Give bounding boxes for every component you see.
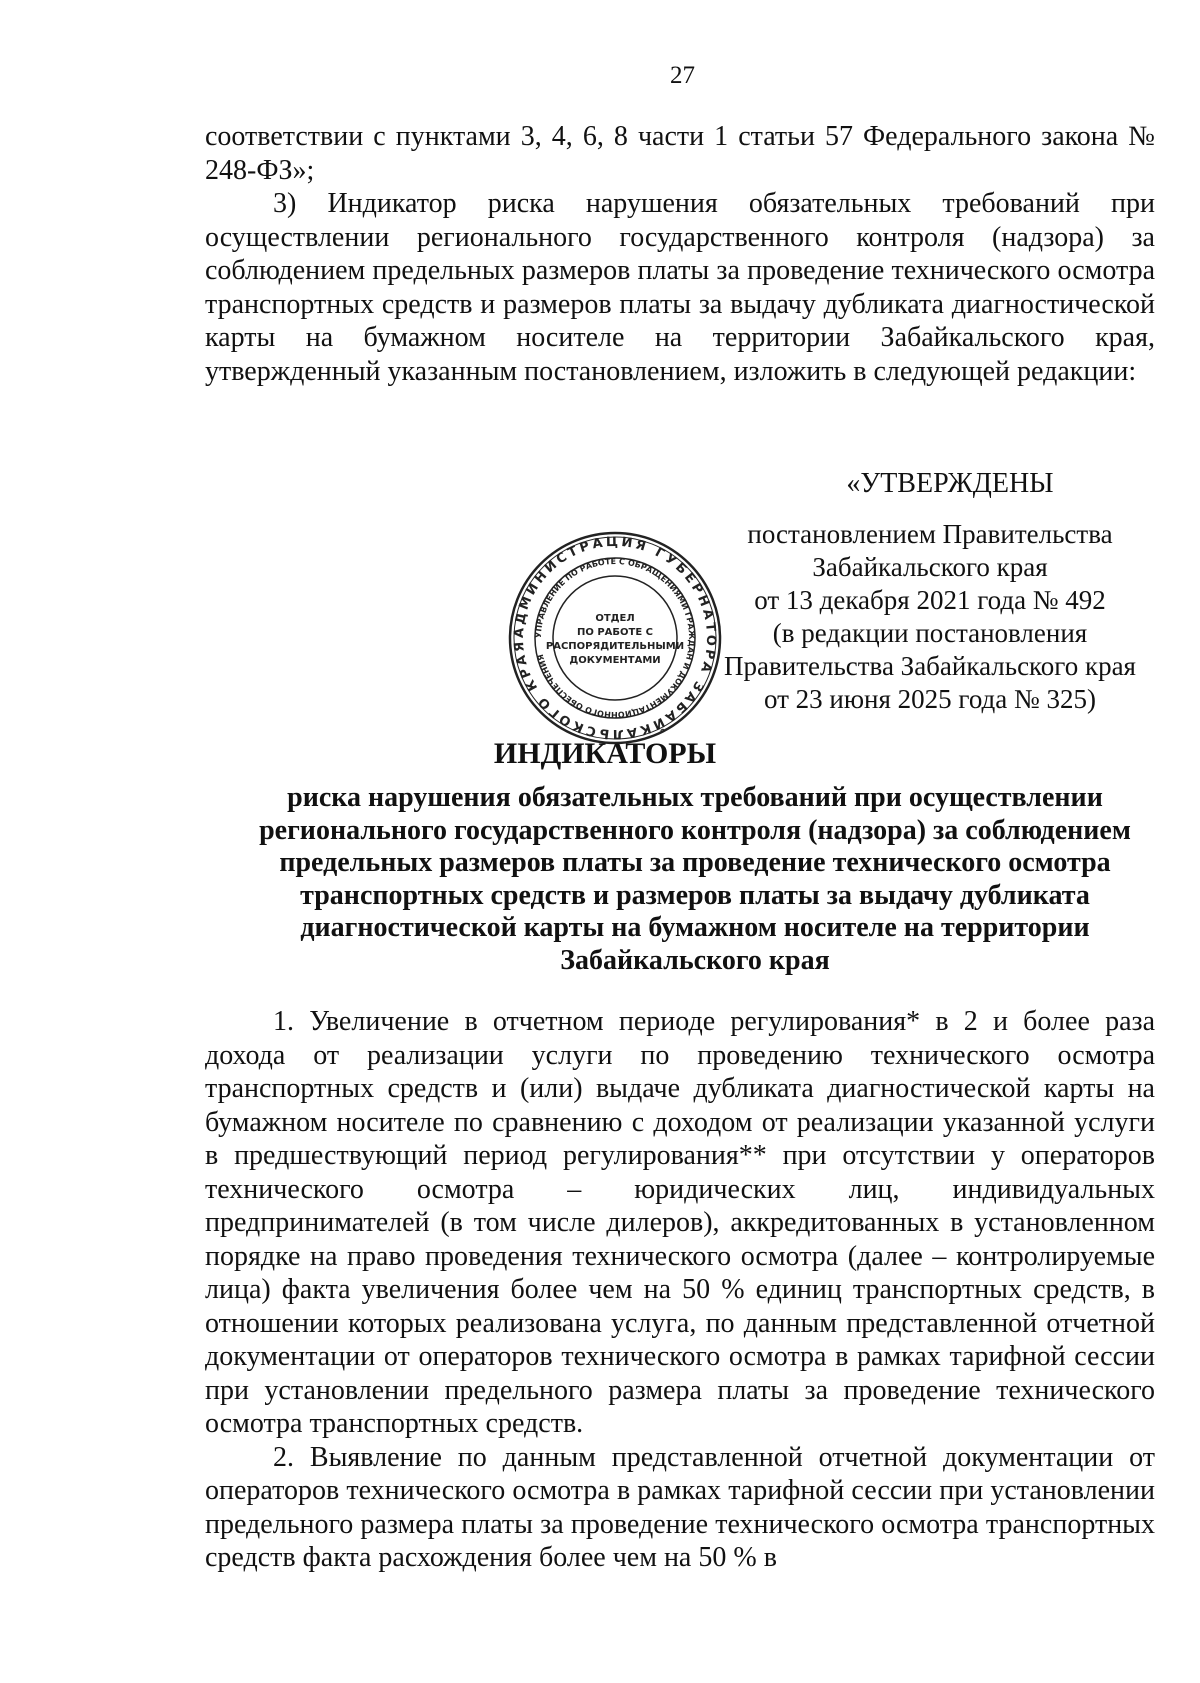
subtitle-line: предельных размеров платы за проведение технического осмотра: [279, 847, 1111, 878]
intro-section: [205, 120, 1155, 388]
subtitle-line: регионального государственного контроля (надзора) за соблюдением: [259, 814, 1131, 846]
page-number: 27: [670, 62, 695, 89]
stamp-outer-text: АДМИНИСТРАЦИЯ ГУБЕРНАТОРА ЗАБАЙКАЛЬСКОГО КРАЯ: [511, 534, 719, 742]
stamp-inner-ring-text: УПРАВЛЕНИЕ ПО РАБОТЕ С ОБРАЩЕНИЯМИ ГРАЖДАН И ДОКУМЕНТАЦИОННОГО ОБЕСПЕЧЕНИЯ: [533, 556, 697, 720]
stamp-inner-ring: [553, 576, 677, 700]
approval-line: Забайкальского края: [812, 552, 1048, 582]
intro-paragraph-2: 3) Индикатор риска нарушения обязательных требований при осуществлении регионального государственного контроля (надзора) за соблюдением предельных размеров платы за проведение технического осмотра транспортных средств и размеров платы за выдачу дубликата диагностической карты на бумажном носителе на территории Забайкальского края, утвержденный указанным постановлением, изложить в следующей редакции:: [205, 188, 1155, 387]
stamp-center-line: РАСПОРЯДИТЕЛЬНЫМИ: [545, 641, 685, 652]
approval-line: (в редакции постановления: [772, 618, 1088, 648]
indicators-title: ИНДИКАТОРЫ: [493, 737, 717, 770]
intro-paragraph-1: соответствии с пунктами 3, 4, 6, 8 части 1 статьи 57 Федерального закона № 248-ФЗ»;: [205, 121, 1155, 186]
subtitle-line: Забайкальского края: [560, 944, 830, 976]
approval-line: от 13 декабря 2021 года № 492: [754, 585, 1106, 615]
subtitle-line: риска нарушения обязательных требований при осуществлении: [287, 782, 1103, 813]
approval-block: [700, 518, 1160, 716]
subtitle-line: диагностической карты на бумажном носителе на территории: [300, 912, 1090, 943]
approval-line: Правительства Забайкальского края: [724, 651, 1136, 681]
stamp-center-line: ОТДЕЛ: [595, 613, 635, 624]
indicator-item-2: 2. Выявление по данным представленной отчетной документации от операторов технического осмотра в рамках тарифной сессии при установлении предельного размера платы за проведение технического осмотра транспортных средств факта расхождения более чем на 50 % в: [205, 1441, 1155, 1573]
approval-line: от 23 июня 2025 года № 325): [763, 684, 1097, 714]
stamp-center-line: ДОКУМЕНТАМИ: [569, 655, 661, 666]
approval-title: «УТВЕРЖДЕНЫ: [846, 468, 1054, 499]
indicator-item-1: 1. Увеличение в отчетном периоде регулирования* в 2 и более раза дохода от реализации услуги по проведению технического осмотра транспортных средств и (или) выдаче дубликата диагностической карты на бумажном носителе по сравнению с доходом от реализации указанной услуги в предшествующий период регулирования** при отсутствии у операторов технического осмотра – юридических лиц, индивидуальных предпринимателей (в том числе дилеров), аккредитованных в установленном порядке на право проведения технического осмотра (далее – контролируемые лица) факта увеличения более чем на 50 % единиц транспортных средств, в отношении которых реализована услуга, по данным представленной отчетной документации от операторов технического осмотра в рамках тарифной сессии при установлении предельного размера платы за проведение технического осмотра транспортных средств.: [205, 1006, 1155, 1439]
indicators-subtitle: [245, 782, 1145, 977]
official-stamp: [505, 528, 725, 748]
indicators-list: [205, 1005, 1155, 1575]
stamp-center-line: ПО РАБОТЕ С: [576, 627, 654, 638]
approval-line: постановлением Правительства: [747, 519, 1113, 549]
subtitle-line: транспортных средств и размеров платы за выдачу дубликата: [300, 879, 1090, 911]
